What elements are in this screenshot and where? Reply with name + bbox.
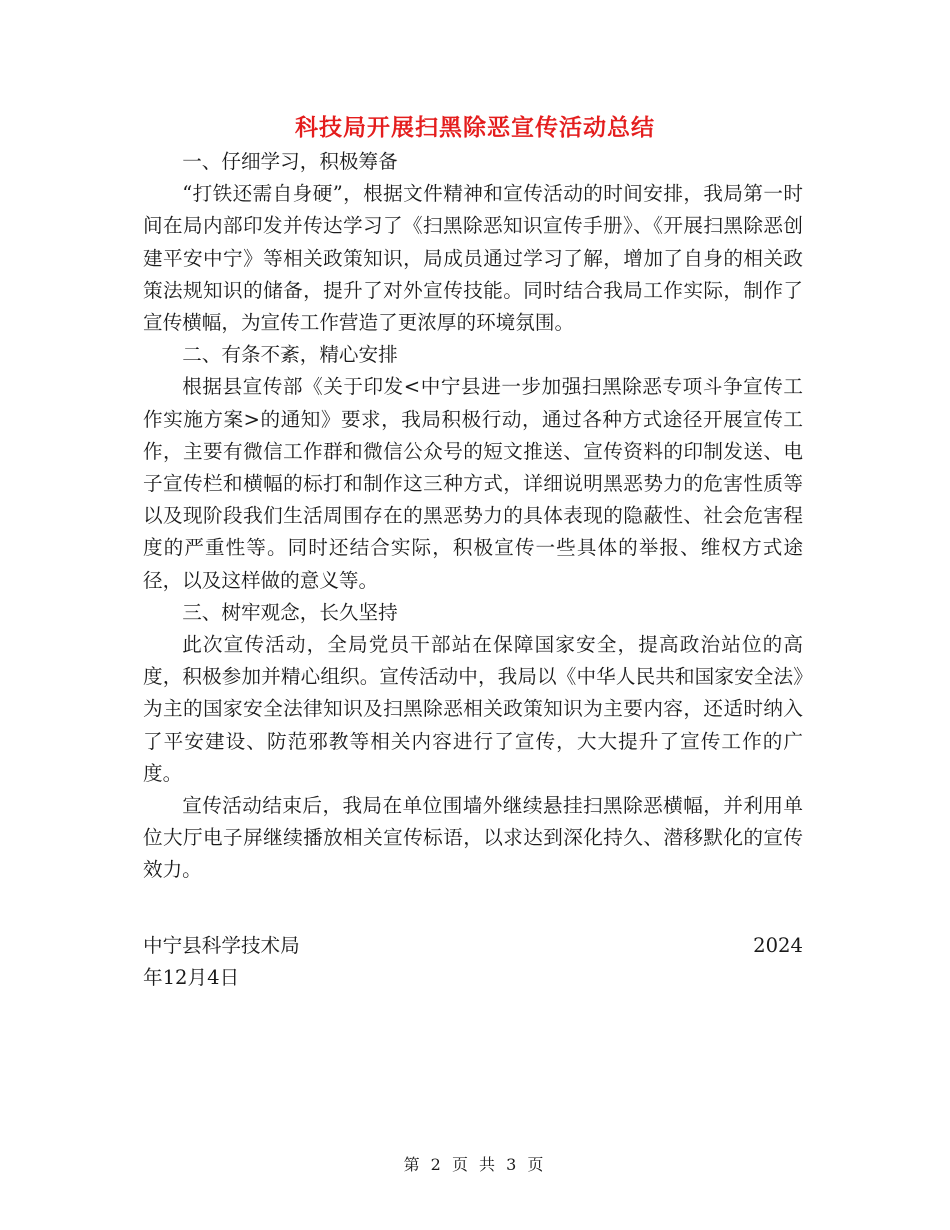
paragraph-1: “打铁还需自身硬”，根据文件精神和宣传活动的时间安排，我局第一时间在局内部印发并传达学习了《扫黑除恶知识宣传手册》、《开展扫黑除恶创建平安中宁》等相关政策知识，局成员通过学习了解，增加了自身的相关政策法规知识的储备，提升了对外宣传技能。同时结合我局工作实际，制作了宣传横幅，为宣传工作营造了更浓厚的环境氛围。 (143, 182, 803, 335)
document-body (143, 146, 803, 887)
document-title: 科技局开展扫黑除恶宣传活动总结 (295, 115, 655, 141)
paragraph-3: 此次宣传活动，全局党员干部站在保障国家安全，提高政治站位的高度，积极参加并精心组织。宣传活动中，我局以《中华人民共和国家安全法》为主的国家安全法律知识及扫黑除恶相关政策知识为主要内容，还适时纳入了平安建设、防范邪教等相关内容进行了宣传，大大提升了宣传工作的广度。 (143, 633, 803, 785)
page-footer: 第 2 页 共 3 页 (403, 1155, 547, 1174)
section-heading-1: 一、仔细学习，积极筹备 (182, 150, 398, 173)
signature-year: 2024 (753, 934, 803, 957)
signature-block (143, 930, 803, 994)
section-heading-2: 二、有条不紊，精心安排 (182, 343, 398, 367)
paragraph-2: 根据县宣传部《关于印发<中宁县进一步加强扫黑除恶专项斗争宣传工作实施方案>的通知》要求，我局积极行动，通过各种方式途径开展宣传工作，主要有微信工作群和微信公众号的短文推送、宣传资料的印制发送、电子宣传栏和横幅的标打和制作这三种方式，详细说明黑恶势力的危害性质等以及现阶段我们生活周围存在的黑恶势力的具体表现的隐蔽性、社会危害程度的严重性等。同时还结合实际，积极宣传一些具体的举报、维权方式途径，以及这样做的意义等。 (143, 375, 803, 592)
section-heading-3: 三、树牢观念，长久坚持 (182, 600, 398, 624)
signature-org: 中宁县科学技术局 (143, 934, 300, 957)
signature-row (143, 930, 803, 962)
signature-date: 年12月4日 (143, 966, 240, 990)
paragraph-4: 宣传活动结束后，我局在单位围墙外继续悬挂扫黑除恶横幅，并利用单位大厅电子屏继续播放相关宣传标语，以求达到深化持久、潜移默化的宣传效力。 (143, 794, 803, 882)
